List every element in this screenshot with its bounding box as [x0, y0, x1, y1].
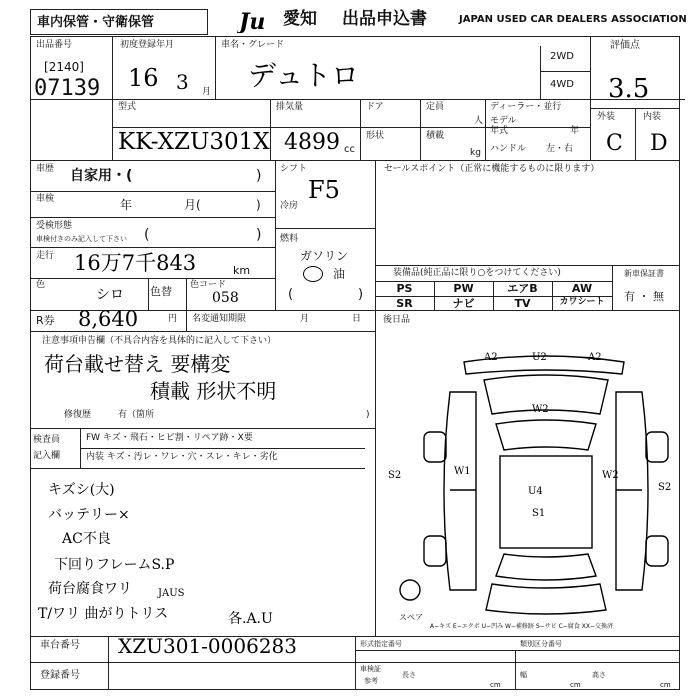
mark-left-wheel: S2 — [388, 470, 402, 481]
rule — [590, 36, 591, 160]
registration-year: 16 — [128, 64, 159, 92]
lot-sub: [2140] — [44, 60, 84, 74]
form-title: 出品申込書 — [342, 9, 427, 29]
ju-logo — [237, 9, 285, 33]
inspection-close: ) — [256, 198, 261, 212]
storage-box — [30, 9, 208, 35]
wheel-rear-left — [424, 536, 446, 566]
fuel-oil: 油 — [333, 267, 346, 281]
rule — [148, 278, 149, 310]
history-value: 自家用・( — [70, 168, 133, 184]
rule — [375, 265, 680, 266]
equip-aw: AW — [571, 282, 593, 295]
reception-label: 受検形態 — [36, 221, 73, 231]
rule — [186, 310, 187, 331]
rule — [355, 650, 680, 651]
dims-length: 長さ — [402, 671, 416, 679]
rule — [540, 71, 590, 72]
lot-label: 出品番号 — [36, 40, 73, 50]
registration-month: 3 — [176, 70, 189, 94]
handle-label: ハンドル — [490, 144, 527, 154]
rear-items-label: 後日品 — [383, 315, 411, 325]
type-value: KK-XZU301X — [118, 129, 270, 155]
rule — [30, 331, 375, 332]
interior-label: 内装 — [643, 112, 662, 122]
model-label: 車名・グレード — [221, 40, 285, 50]
name-change-label: 名変通知期限 — [192, 314, 247, 324]
name-change-day: 日 — [352, 314, 362, 324]
color-value: シロ — [96, 287, 124, 303]
diagram-legend: A−キズ E−エクボ U−凹み W−補修跡 S−サビ C−腐食 XX−交換済 — [430, 623, 613, 630]
fuel-open: ( — [288, 287, 294, 302]
dims-width-unit: cm — [570, 681, 581, 689]
registration-number-label: 登録番号 — [40, 670, 80, 681]
displacement-unit: cc — [344, 144, 355, 155]
reception-close: ) — [256, 227, 262, 243]
load-unit: kg — [470, 148, 481, 158]
cooling-label: 冷房 — [280, 201, 299, 211]
hand-note-5: 荷台腐食ワリ — [48, 581, 132, 597]
mileage-unit: km — [233, 264, 251, 277]
trunk — [486, 584, 606, 614]
rule — [612, 265, 613, 310]
model-year-label: モデル — [490, 116, 517, 126]
exterior-grade: C — [606, 131, 623, 156]
mark-right-side: W2 — [602, 470, 619, 481]
fuel-close: ) — [358, 287, 364, 302]
equip-pw: PW — [453, 282, 474, 295]
rule — [30, 247, 275, 248]
svg-text:Ju: Ju — [239, 9, 266, 33]
hand-note-6b: 各.A.U — [228, 611, 273, 627]
recycle-unit: 円 — [168, 314, 178, 324]
rule — [30, 468, 365, 469]
rule — [515, 650, 516, 690]
rear-window — [496, 554, 596, 580]
history-label: 車歴 — [36, 164, 55, 174]
rule — [186, 278, 187, 310]
spare-label: スペア — [399, 613, 423, 622]
rule — [30, 191, 275, 192]
model-value: デュトロ — [248, 59, 360, 92]
inspection-month-unit: 月( — [184, 198, 201, 212]
rule — [275, 160, 276, 310]
spare-tire-icon — [400, 580, 420, 600]
rule — [360, 100, 361, 160]
dims-length-unit: cm — [490, 681, 501, 689]
rating-label: 評価点 — [610, 40, 640, 51]
rule — [112, 36, 113, 160]
hand-note-5b: JAUS — [158, 588, 185, 599]
hand-note-1: キズシ(大) — [48, 482, 115, 498]
name-change-month: 月 — [300, 314, 310, 324]
notes-label: 注意事項申告欄（不具合内容を具体的に記入して下さい） — [42, 336, 277, 346]
inspection-year-unit: 年 — [120, 198, 133, 212]
mark-roof: U4 — [528, 486, 543, 497]
equip-airbag: エアB — [507, 282, 538, 295]
left-side — [444, 392, 476, 590]
inspector-interior: 内装 キズ・汚レ・ワレ・穴・スレ・キレ・劣化 — [86, 452, 278, 462]
recycle-value: 8,640 — [78, 307, 139, 331]
mark-hood: W2 — [532, 404, 549, 415]
shift-value: F5 — [308, 176, 340, 204]
rule — [108, 636, 109, 690]
recycle-label: R券 — [36, 314, 55, 327]
year-label: 年式 — [490, 126, 509, 136]
equip-seat: カワシート — [559, 297, 605, 307]
rule — [30, 428, 375, 429]
dims-height-unit: cm — [660, 681, 671, 689]
equip-tv: TV — [514, 297, 531, 310]
inspection-label: 車検 — [36, 194, 55, 204]
mark-roof-lower: S1 — [532, 508, 546, 519]
rule — [485, 100, 486, 160]
repair-value: 有（箇所 — [118, 410, 155, 420]
mark-front-bumper: U2 — [532, 352, 547, 363]
dims-label-2: 参考 — [364, 677, 378, 685]
mark-right-wheel: S2 — [658, 482, 672, 493]
org-name: JAPAN USED CAR DEALERS ASSOCIATION — [459, 14, 687, 25]
warranty-value: 有 ・ 無 — [624, 290, 664, 303]
mark-front-right: A2 — [588, 352, 602, 363]
notes-line1: 荷台載せ替え 要構変 — [44, 352, 231, 376]
inspector-fw: FW キズ・飛石・ヒビ割・リペア跡・X要 — [86, 433, 253, 443]
year-unit: 年 — [570, 126, 580, 136]
displacement-label: 排気量 — [276, 102, 304, 112]
equip-sr: SR — [396, 297, 413, 310]
rule — [375, 310, 680, 311]
wheel-front-left — [424, 432, 446, 462]
color-code-value: 058 — [212, 290, 239, 306]
wheel-front-right — [646, 432, 668, 462]
repair-close: ) — [366, 410, 370, 420]
chassis-label: 車台番号 — [40, 640, 80, 651]
reception-note: 車検付きのみ記入して下さい — [36, 235, 127, 243]
hand-note-3: AC不良 — [62, 531, 111, 547]
wheel-rear-right — [646, 536, 668, 566]
history-close: ) — [256, 168, 262, 184]
fuel-value: ガソリン — [300, 249, 349, 263]
interior-grade: D — [650, 131, 668, 156]
dims-label-1: 車検証 — [360, 665, 381, 673]
capacity-unit: 人 — [474, 116, 484, 126]
windshield — [496, 420, 596, 450]
type-label: 型式 — [118, 102, 137, 112]
mileage-value: 16万7千843 — [74, 251, 197, 275]
rule — [30, 278, 275, 279]
notes-line2: 積載 形状不明 — [150, 379, 277, 403]
rule — [270, 100, 271, 160]
roof — [500, 456, 592, 548]
mark-left-side: W1 — [454, 466, 471, 477]
sales-point-label: セールスポイント（正常に機能するものに限ります） — [384, 164, 600, 174]
color-change-label: 色替 — [150, 285, 172, 298]
class-label: 類別区分番号 — [520, 640, 562, 648]
rule — [80, 448, 365, 449]
displacement-value: 4899 — [284, 130, 340, 155]
mileage-label: 走行 — [36, 251, 55, 261]
rule — [30, 160, 680, 161]
exterior-label: 外装 — [597, 112, 616, 122]
door-label: ドア — [366, 102, 384, 112]
reception-open: ( — [144, 227, 150, 243]
chassis-number: XZU301-0006283 — [118, 634, 297, 658]
dims-width: 幅 — [520, 671, 527, 679]
handle-lr: 左・右 — [546, 144, 574, 154]
color-label: 色 — [36, 280, 46, 290]
rule — [635, 108, 636, 160]
fuel-label: 燃料 — [280, 234, 299, 244]
equip-ps: PS — [396, 282, 413, 295]
rating-value: 3.5 — [608, 74, 650, 104]
rule — [420, 100, 421, 160]
damage-diagram — [376, 340, 680, 630]
warranty-label: 新車保証書 — [624, 269, 664, 278]
drive-2wd: 2WD — [550, 51, 574, 62]
dealer-label: ディーラー・並行 — [490, 102, 562, 112]
rule — [30, 217, 275, 218]
dims-height: 高さ — [592, 671, 606, 679]
shift-label: シフト — [280, 164, 308, 174]
rule — [275, 228, 375, 229]
drive-4wd: 4WD — [550, 79, 574, 90]
rule — [540, 46, 541, 100]
brand-name: 愛知 — [283, 9, 317, 29]
equip-navi: ナビ — [452, 297, 475, 310]
rule — [355, 636, 356, 690]
registration-unit: 月 — [202, 87, 212, 97]
hand-note-6: T/ワリ 曲がりトリス — [38, 606, 169, 622]
rule — [30, 99, 685, 100]
rule — [215, 36, 216, 100]
fuel-circle — [303, 266, 323, 282]
capacity-label: 定員 — [426, 102, 445, 112]
storage-label: 車内保管・守衛保管 — [37, 15, 155, 30]
registration-label: 初度登録年月 — [120, 40, 175, 50]
hand-note-4: 下回りフレームS.P — [54, 557, 175, 573]
designation-label: 形式指定番号 — [360, 640, 402, 648]
inspector-label2: 記入欄 — [33, 451, 61, 461]
equipment-label: 装備品(純正品に限り○をつけてください) — [393, 268, 561, 278]
inspector-label1: 検査員 — [33, 435, 61, 445]
right-side — [616, 392, 648, 590]
rule — [112, 127, 590, 128]
mark-front-left: A2 — [484, 352, 498, 363]
shape-label: 形状 — [366, 131, 385, 141]
hand-note-2: バッテリー× — [48, 507, 130, 523]
load-label: 積載 — [426, 131, 445, 141]
lot-number: 07139 — [34, 76, 101, 101]
color-code-label: 色コード — [190, 280, 227, 290]
repair-label: 修復歴 — [64, 410, 92, 420]
